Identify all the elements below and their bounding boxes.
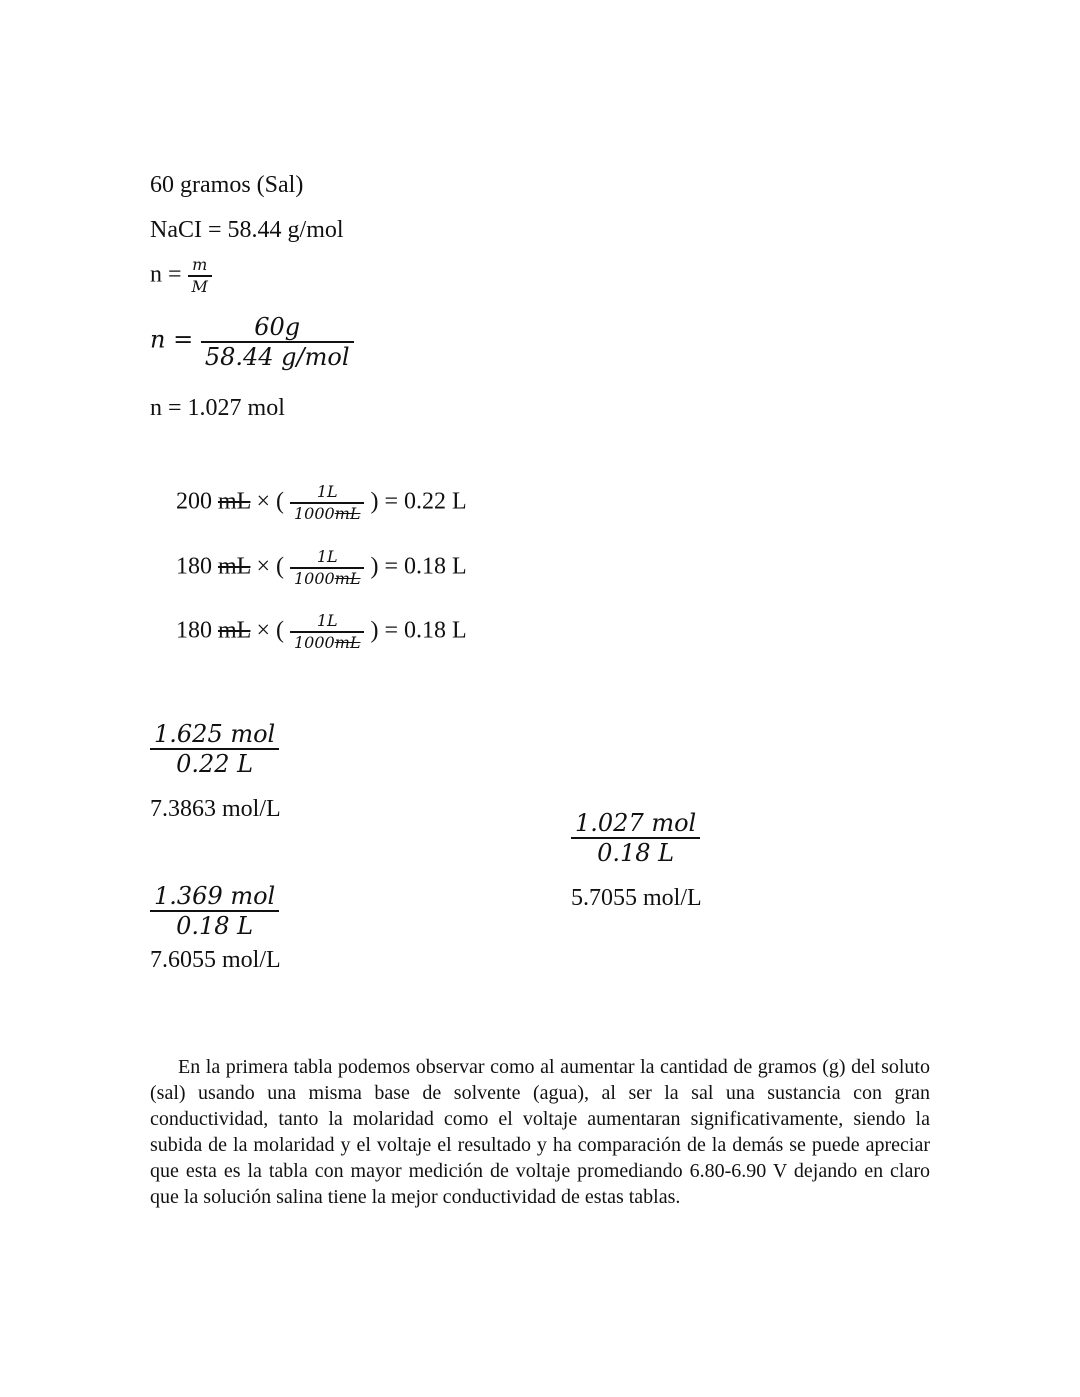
conversion-unit: mL xyxy=(218,553,251,580)
molar-mass-line: NaCI = 58.44 g/mol xyxy=(150,217,344,243)
denominator-unit: mL xyxy=(334,569,361,588)
substitution-lhs: n = xyxy=(150,325,201,354)
conversion-fraction xyxy=(290,547,365,589)
substitution-numerator: 60g xyxy=(254,313,301,341)
conversion-result: ) = 0.18 L xyxy=(370,553,467,580)
formula-lhs: n = xyxy=(150,261,188,288)
molarity-denominator: 0.22 L xyxy=(176,750,254,778)
mole-result: n = 1.027 mol xyxy=(150,395,285,421)
conversion-row xyxy=(176,611,467,653)
denominator-value: 1000 xyxy=(293,569,335,588)
molarity-calc xyxy=(150,720,279,778)
conversion-fraction xyxy=(290,611,365,653)
formula-denominator: M xyxy=(191,277,208,296)
conversion-numerator: 1L xyxy=(316,482,338,501)
conversion-quantity: 180 xyxy=(176,617,212,644)
molarity-numerator: 1.027 mol xyxy=(575,809,697,837)
molarity-result: 7.6055 mol/L xyxy=(150,947,281,973)
conversion-denominator xyxy=(290,504,365,524)
molarity-numerator: 1.369 mol xyxy=(154,882,276,910)
conversion-unit: mL xyxy=(218,617,251,644)
formula-fraction xyxy=(188,255,212,297)
molarity-calc xyxy=(571,809,700,867)
conversion-denominator xyxy=(290,569,365,589)
conversion-result: ) = 0.22 L xyxy=(370,488,467,515)
conversion-row xyxy=(176,547,467,589)
molarity-numerator: 1.625 mol xyxy=(154,720,276,748)
conversion-quantity: 180 xyxy=(176,553,212,580)
conversion-fraction xyxy=(290,482,365,524)
conversion-operator: × ( xyxy=(256,617,284,644)
molarity-result: 7.3863 mol/L xyxy=(150,796,281,822)
conversion-unit: mL xyxy=(218,488,251,515)
molarity-denominator: 0.18 L xyxy=(176,912,254,940)
molarity-fraction xyxy=(150,882,279,940)
denominator-value: 1000 xyxy=(293,504,335,523)
conversion-quantity: 200 xyxy=(176,488,212,515)
conversion-row xyxy=(176,482,467,524)
conversion-numerator: 1L xyxy=(316,547,338,566)
conversion-denominator xyxy=(290,633,365,653)
molarity-result: 5.7055 mol/L xyxy=(571,885,702,911)
formula-numerator: m xyxy=(192,255,208,274)
denominator-unit: mL xyxy=(334,633,361,652)
mass-line: 60 gramos (Sal) xyxy=(150,172,304,198)
molarity-denominator: 0.18 L xyxy=(597,839,675,867)
conversion-result: ) = 0.18 L xyxy=(370,617,467,644)
mole-formula xyxy=(150,255,212,297)
molarity-fraction xyxy=(571,809,700,867)
molarity-calc xyxy=(150,882,279,940)
conclusion-paragraph: En la primera tabla podemos observar como al aumentar la cantidad de gramos (g) del soluto (sal) usando una misma base de solvente (agua), al ser la sal una sustancia con gran conductividad, tanto la molaridad como el voltaje aumentaran significativamente, siendo la subida de la molaridad y el voltaje el resultado y ha comparación de la demás se puede apreciar que esta es la tabla con mayor medición de voltaje promediando 6.80-6.90 V dejando en claro que la solución salina tiene la mejor conductividad de estas tablas. xyxy=(150,1056,930,1208)
molarity-fraction xyxy=(150,720,279,778)
substitution-fraction xyxy=(201,313,354,371)
denominator-unit: mL xyxy=(334,504,361,523)
mole-substitution xyxy=(150,313,354,371)
conversion-numerator: 1L xyxy=(316,611,338,630)
substitution-denominator: 58.44 g/mol xyxy=(204,343,350,371)
denominator-value: 1000 xyxy=(293,633,335,652)
conversion-operator: × ( xyxy=(256,488,284,515)
conversion-operator: × ( xyxy=(256,553,284,580)
